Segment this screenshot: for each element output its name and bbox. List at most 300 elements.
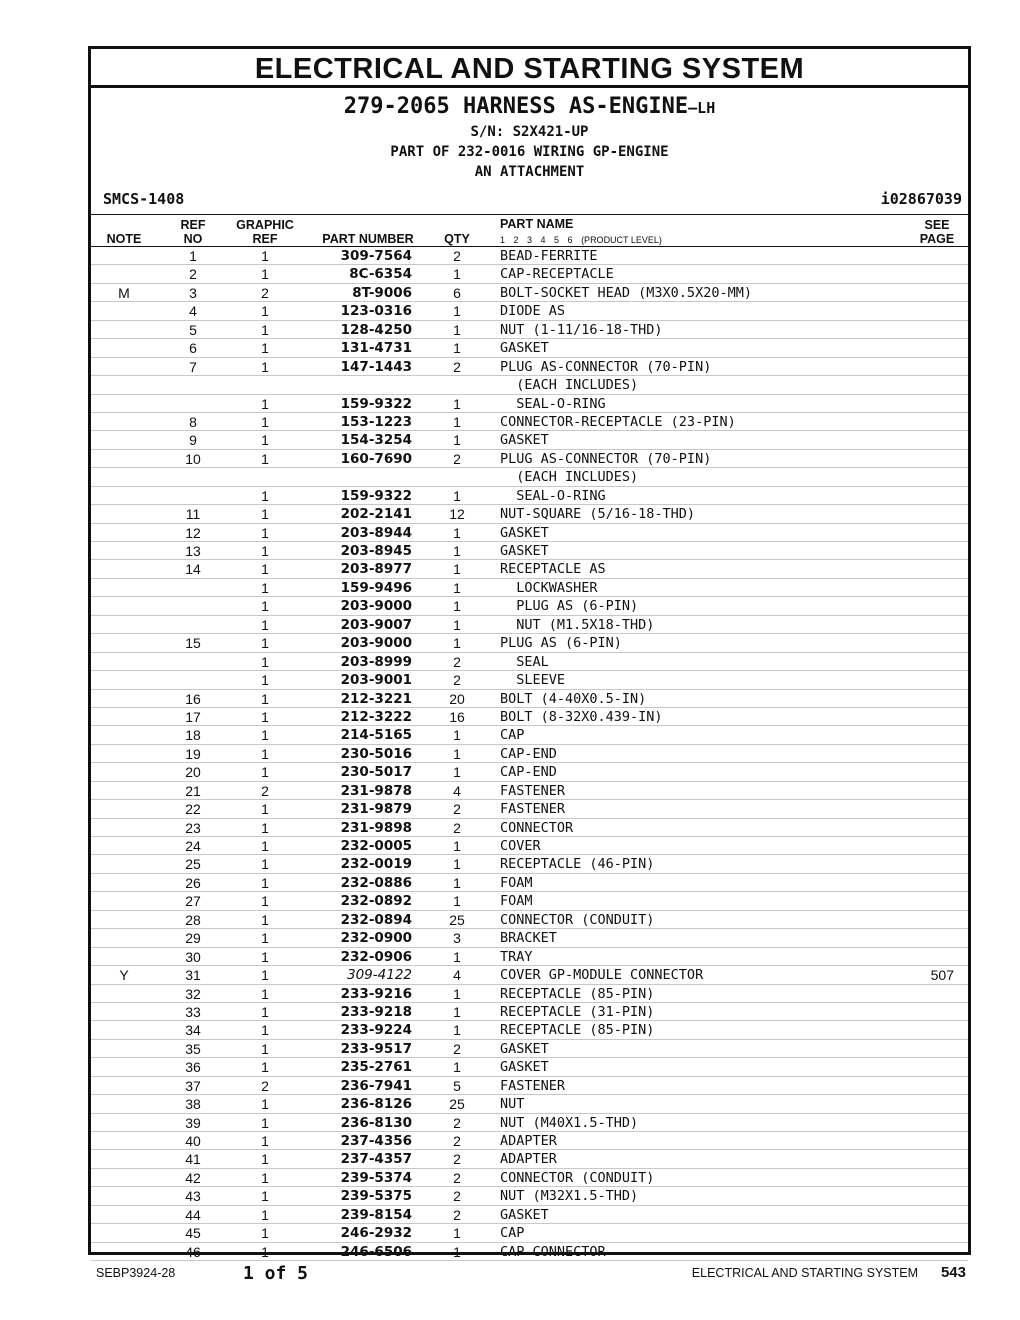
table-row [91,1021,968,1039]
graphic-ref-cell: 1 [261,432,269,449]
serial-number: S/N: S2X421-UP [470,124,589,140]
table-row [91,837,968,855]
ref-cell: 39 [185,1114,201,1131]
qty-cell: 2 [453,1151,461,1168]
graphic-ref-cell: 1 [261,948,269,965]
table-row [91,929,968,947]
part-number-cell: 231-9898 [340,819,412,836]
part-number-cell: 237-4356 [340,1133,412,1149]
table-row [91,948,968,966]
part-name-cell: NUT (M1.5X18-THD) [500,616,655,633]
part-number-cell: 203-9007 [340,616,412,633]
ref-cell: 43 [185,1188,201,1205]
col-part-number: PART NUMBER [322,232,414,246]
table-row [91,358,968,376]
ref-cell: 33 [185,1003,201,1020]
part-name-cell: CONNECTOR-RECEPTACLE (23-PIN) [500,413,736,430]
ref-cell: 22 [185,801,201,818]
part-name-cell: BEAD-FERRITE [500,248,598,264]
qty-cell: 12 [449,506,465,523]
part-name-cell: COVER [500,838,541,854]
graphic-ref-cell: 1 [261,727,269,744]
qty-cell: 2 [453,248,461,264]
product-levels [500,235,662,245]
graphic-ref-cell: 1 [261,1114,269,1131]
part-number-cell: 159-9496 [340,579,412,596]
ref-cell: 36 [185,1059,201,1076]
qty-cell: 25 [449,1096,465,1113]
harness-suffix: —LH [688,99,716,117]
qty-cell: 1 [453,616,461,633]
part-number-cell: 203-8945 [340,543,412,559]
qty-cell: 4 [453,967,461,984]
qty-cell: 6 [453,284,461,301]
part-number-cell: 230-5016 [340,745,412,762]
graphic-ref-cell: 1 [261,561,269,578]
ref-cell: 27 [185,893,201,910]
qty-cell: 1 [453,1225,461,1242]
part-name-cell: BOLT-SOCKET HEAD (M3X0.5X20-MM) [500,284,752,301]
qty-cell: 2 [453,1040,461,1057]
ref-cell: 24 [185,838,201,854]
graphic-ref-cell: 1 [261,1151,269,1168]
ref-cell: 37 [185,1077,201,1094]
graphic-ref-cell: 1 [261,1133,269,1149]
part-number-cell: 233-9218 [340,1003,412,1020]
qty-cell: 2 [453,358,461,375]
part-number-cell: 212-3221 [340,690,412,707]
part-name-cell: GASKET [500,1040,549,1057]
part-name-cell: NUT (M32X1.5-THD) [500,1188,639,1205]
qty-cell: 2 [453,819,461,836]
ref-cell: 18 [185,727,201,744]
col-ref [173,218,213,246]
part-number-cell: 239-5374 [340,1169,412,1186]
part-name-cell: PLUG AS (6-PIN) [500,598,639,615]
part-name-cell: FASTENER [500,782,566,799]
part-number-cell: 246-6506 [340,1243,412,1260]
table-row [91,579,968,597]
part-number-cell: 309-4122 [347,967,412,984]
ref-cell: 6 [189,340,197,357]
graphic-ref-cell: 1 [261,450,269,467]
table-row [91,321,968,339]
parts-table [91,246,968,1261]
part-number-cell: 123-0316 [340,303,412,320]
table-row [91,892,968,910]
ref-cell: 19 [185,745,201,762]
qty-cell: 4 [453,782,461,799]
table-row [91,690,968,708]
graphic-ref-cell: 1 [261,1040,269,1057]
qty-cell: 1 [453,764,461,781]
note-cell: M [118,284,130,301]
part-number-cell: 203-8977 [340,561,412,578]
qty-cell: 3 [453,930,461,947]
harness-number-name: 279-2065 HARNESS AS-ENGINE [343,94,689,119]
ref-cell: 40 [185,1133,201,1149]
part-number-cell: 232-0019 [340,856,412,873]
table-row [91,1206,968,1224]
part-number-cell: 8T-9006 [352,284,412,301]
qty-cell: 2 [453,672,461,689]
part-name-cell: SEAL-O-RING [500,487,606,504]
part-name-cell: GASKET [500,1059,549,1076]
part-name-cell: FASTENER [500,1077,566,1094]
col-see-bottom: PAGE [919,232,955,246]
table-row [91,247,968,265]
table-row [91,524,968,542]
table-row [91,911,968,929]
ref-cell: 3 [189,284,197,301]
part-number-cell: 154-3254 [340,432,412,449]
part-name-cell: SEAL [500,653,549,670]
part-name-cell: RECEPTACLE (85-PIN) [500,985,655,1002]
ref-cell: 29 [185,930,201,947]
ref-cell: 12 [185,524,201,541]
ref-cell: 25 [185,856,201,873]
levels-numbers: 1 2 3 4 5 6 [500,235,573,245]
part-number-cell: 159-9322 [340,487,412,504]
table-row [91,284,968,302]
part-number-cell: 232-0900 [340,930,412,947]
ref-cell: 23 [185,819,201,836]
part-name-cell: GASKET [500,340,549,357]
table-row [91,874,968,892]
part-number-cell: 237-4357 [340,1151,412,1168]
graphic-ref-cell: 2 [261,782,269,799]
part-name-cell: SLEEVE [500,672,566,689]
ref-cell: 11 [185,506,201,523]
graphic-ref-cell: 1 [261,893,269,910]
table-row [91,726,968,744]
table-row [91,339,968,357]
graphic-ref-cell: 1 [261,358,269,375]
table-row [91,966,968,984]
part-name-cell: CAP [500,1225,525,1242]
ref-cell: 20 [185,764,201,781]
part-number-cell: 8C-6354 [349,266,412,283]
part-number-cell: 147-1443 [340,358,412,375]
part-name-cell: CAP-RECEPTACLE [500,266,614,283]
part-name-cell: GASKET [500,543,549,559]
part-name-cell: ADAPTER [500,1151,557,1168]
col-graphic-ref [225,218,305,246]
qty-cell: 1 [453,321,461,338]
table-row [91,1187,968,1205]
qty-cell: 1 [453,1059,461,1076]
qty-cell: 2 [453,801,461,818]
table-row [91,302,968,320]
graphic-ref-cell: 1 [261,395,269,412]
qty-cell: 16 [449,708,465,725]
qty-cell: 1 [453,598,461,615]
graphic-ref-cell: 1 [261,579,269,596]
table-row [91,450,968,468]
part-name-cell: COVER GP-MODULE CONNECTOR [500,967,704,984]
part-number-cell: 239-5375 [340,1188,412,1205]
header-divider [91,214,968,215]
part-number-cell: 232-0886 [340,874,412,891]
qty-cell: 1 [453,985,461,1002]
graphic-ref-cell: 1 [261,1022,269,1039]
graphic-ref-cell: 1 [261,616,269,633]
part-name-cell: GASKET [500,524,549,541]
qty-cell: 1 [453,856,461,873]
qty-cell: 2 [453,1114,461,1131]
ref-cell: 8 [189,413,197,430]
part-name-cell: FOAM [500,893,533,910]
qty-cell: 1 [453,893,461,910]
ref-cell: 10 [185,450,201,467]
table-row [91,634,968,652]
part-number-cell: 203-9001 [340,672,412,689]
part-number-cell: 235-2761 [340,1059,412,1076]
table-row [91,505,968,523]
table-row [91,597,968,615]
qty-cell: 1 [453,874,461,891]
table-row [91,395,968,413]
footer-doc-id: SEBP3924-28 [96,1266,176,1280]
table-row [91,431,968,449]
col-graphic-bottom: REF [252,232,278,246]
qty-cell: 2 [453,1206,461,1223]
table-row [91,265,968,283]
graphic-ref-cell: 1 [261,635,269,652]
ref-cell: 2 [189,266,197,283]
graphic-ref-cell: 1 [261,524,269,541]
qty-cell: 1 [453,395,461,412]
part-name-cell: BRACKET [500,930,557,947]
graphic-ref-cell: 1 [261,801,269,818]
col-ref-top: REF [180,218,206,232]
qty-cell: 1 [453,413,461,430]
graphic-ref-cell: 1 [261,543,269,559]
part-name-cell: GASKET [500,432,549,449]
graphic-ref-cell: 1 [261,911,269,928]
footer-page-number: 543 [940,1264,966,1281]
part-name-cell: CAP-END [500,764,557,781]
part-name-cell: FOAM [500,874,533,891]
ref-cell: 30 [185,948,201,965]
graphic-ref-cell: 1 [261,413,269,430]
part-number-cell: 309-7564 [340,248,412,264]
qty-cell: 1 [453,1003,461,1020]
table-row [91,376,968,394]
part-name-cell: PLUG AS (6-PIN) [500,635,622,652]
part-number-cell: 202-2141 [340,506,412,523]
table-row [91,1150,968,1168]
table-row [91,653,968,671]
graphic-ref-cell: 2 [261,284,269,301]
graphic-ref-cell: 1 [261,1003,269,1020]
qty-cell: 2 [453,1188,461,1205]
smcs-code: SMCS-1408 [103,190,185,208]
table-row [91,616,968,634]
part-name-cell: ADAPTER [500,1133,557,1149]
col-see-page [912,218,962,246]
ref-cell: 26 [185,874,201,891]
graphic-ref-cell: 2 [261,1077,269,1094]
graphic-ref-cell: 1 [261,653,269,670]
graphic-ref-cell: 1 [261,838,269,854]
table-row [91,560,968,578]
see-page-cell: 507 [930,967,954,984]
part-number-cell: 231-9879 [340,801,412,818]
part-number-cell: 233-9224 [340,1022,412,1039]
table-row [91,1003,968,1021]
table-row [91,671,968,689]
graphic-ref-cell: 1 [261,1243,269,1260]
part-name-cell: NUT (M40X1.5-THD) [500,1114,639,1131]
graphic-ref-cell: 1 [261,672,269,689]
part-number-cell: 128-4250 [340,321,412,338]
qty-cell: 1 [453,340,461,357]
part-number-cell: 239-8154 [340,1206,412,1223]
table-row [91,745,968,763]
part-name-cell: CONNECTOR [500,819,574,836]
qty-cell: 1 [453,543,461,559]
page-title: ELECTRICAL AND STARTING SYSTEM [91,49,968,88]
qty-cell: 1 [453,745,461,762]
qty-cell: 1 [453,635,461,652]
part-number-cell: 233-9216 [340,985,412,1002]
part-name-cell: RECEPTACLE (31-PIN) [500,1003,655,1020]
col-ref-bottom: NO [183,232,203,246]
table-row [91,1169,968,1187]
part-number-cell: 231-9878 [340,782,412,799]
ref-cell: 35 [185,1040,201,1057]
graphic-ref-cell: 1 [261,1096,269,1113]
table-row [91,855,968,873]
part-number-cell: 232-0005 [340,838,412,854]
ref-cell: 15 [185,635,201,652]
table-row [91,1040,968,1058]
ref-cell: 5 [189,321,197,338]
graphic-ref-cell: 1 [261,856,269,873]
ref-cell: 41 [185,1151,201,1168]
graphic-ref-cell: 1 [261,930,269,947]
table-row [91,487,968,505]
ref-cell: 17 [185,708,201,725]
qty-cell: 1 [453,432,461,449]
part-name-cell: CONNECTOR (CONDUIT) [500,1169,655,1186]
col-note: NOTE [106,232,142,246]
graphic-ref-cell: 1 [261,1169,269,1186]
table-row [91,1058,968,1076]
graphic-ref-cell: 1 [261,708,269,725]
ref-cell: 16 [185,690,201,707]
part-name-cell: PLUG AS-CONNECTOR (70-PIN) [500,450,712,467]
part-name-cell: LOCKWASHER [500,579,598,596]
graphic-ref-cell: 1 [261,967,269,984]
part-number-cell: 232-0894 [340,911,412,928]
part-name-cell: PLUG AS-CONNECTOR (70-PIN) [500,358,712,375]
table-row [91,782,968,800]
footer-page-of: 1 of 5 [243,1263,309,1284]
ref-cell: 38 [185,1096,201,1113]
part-name-cell: FASTENER [500,801,566,818]
part-name-cell: (EACH INCLUDES) [500,469,639,486]
graphic-ref-cell: 1 [261,745,269,762]
graphic-ref-cell: 1 [261,874,269,891]
part-name-cell: TRAY [500,948,533,965]
table-row [91,1114,968,1132]
part-number-cell: 236-8126 [340,1096,412,1113]
part-number-cell: 236-7941 [340,1077,412,1094]
qty-cell: 1 [453,487,461,504]
graphic-ref-cell: 1 [261,985,269,1002]
part-number-cell: 246-2932 [340,1225,412,1242]
graphic-ref-cell: 1 [261,764,269,781]
part-number-cell: 232-0892 [340,893,412,910]
ref-cell: 31 [185,967,201,984]
graphic-ref-cell: 1 [261,1188,269,1205]
table-row [91,542,968,560]
part-number-cell: 214-5165 [340,727,412,744]
table-row [91,708,968,726]
note-cell: Y [119,967,129,984]
part-name-cell: DIODE AS [500,303,566,320]
part-name-cell: CONNECTOR (CONDUIT) [500,911,655,928]
part-name-cell: RECEPTACLE (85-PIN) [500,1022,655,1039]
qty-cell: 1 [453,1243,461,1260]
qty-cell: 1 [453,948,461,965]
part-number-cell: 203-9000 [340,635,412,652]
ref-cell: 44 [185,1206,201,1223]
ref-cell: 9 [189,432,197,449]
qty-cell: 2 [453,653,461,670]
part-number-cell: 230-5017 [340,764,412,781]
ref-cell: 14 [185,561,201,578]
part-name-cell: (EACH INCLUDES) [500,377,639,394]
qty-cell: 1 [453,561,461,578]
graphic-ref-cell: 1 [261,303,269,320]
ref-cell: 1 [189,248,197,264]
part-name-cell: SEAL-O-RING [500,395,606,412]
levels-label: (PRODUCT LEVEL) [581,235,662,245]
footer-section: ELECTRICAL AND STARTING SYSTEM [691,1266,918,1280]
graphic-ref-cell: 1 [261,1059,269,1076]
part-of-line: PART OF 232-0016 WIRING GP-ENGINE [390,144,669,160]
part-number-cell: 203-8944 [340,524,412,541]
part-number-cell: 131-4731 [340,340,412,357]
table-row [91,1077,968,1095]
ref-cell: 21 [185,782,201,799]
ref-cell: 32 [185,985,201,1002]
illustration-id: i02867039 [880,190,962,208]
qty-cell: 2 [453,450,461,467]
graphic-ref-cell: 1 [261,1206,269,1223]
qty-cell: 1 [453,838,461,854]
part-number-cell: 236-8130 [340,1114,412,1131]
part-number-cell: 212-3222 [340,708,412,725]
qty-cell: 2 [453,1133,461,1149]
ref-cell: 46 [185,1243,201,1260]
part-number-cell: 233-9517 [340,1040,412,1057]
part-number-cell: 232-0906 [340,948,412,965]
part-name-cell: GASKET [500,1206,549,1223]
graphic-ref-cell: 1 [261,819,269,836]
attachment-line: AN ATTACHMENT [474,164,585,180]
part-name-cell: NUT-SQUARE (5/16-18-THD) [500,506,696,523]
qty-cell: 1 [453,524,461,541]
ref-cell: 34 [185,1022,201,1039]
table-row [91,468,968,486]
part-number-cell: 160-7690 [340,450,412,467]
ref-cell: 4 [189,303,197,320]
part-name-cell: BOLT (4-40X0.5-IN) [500,690,647,707]
